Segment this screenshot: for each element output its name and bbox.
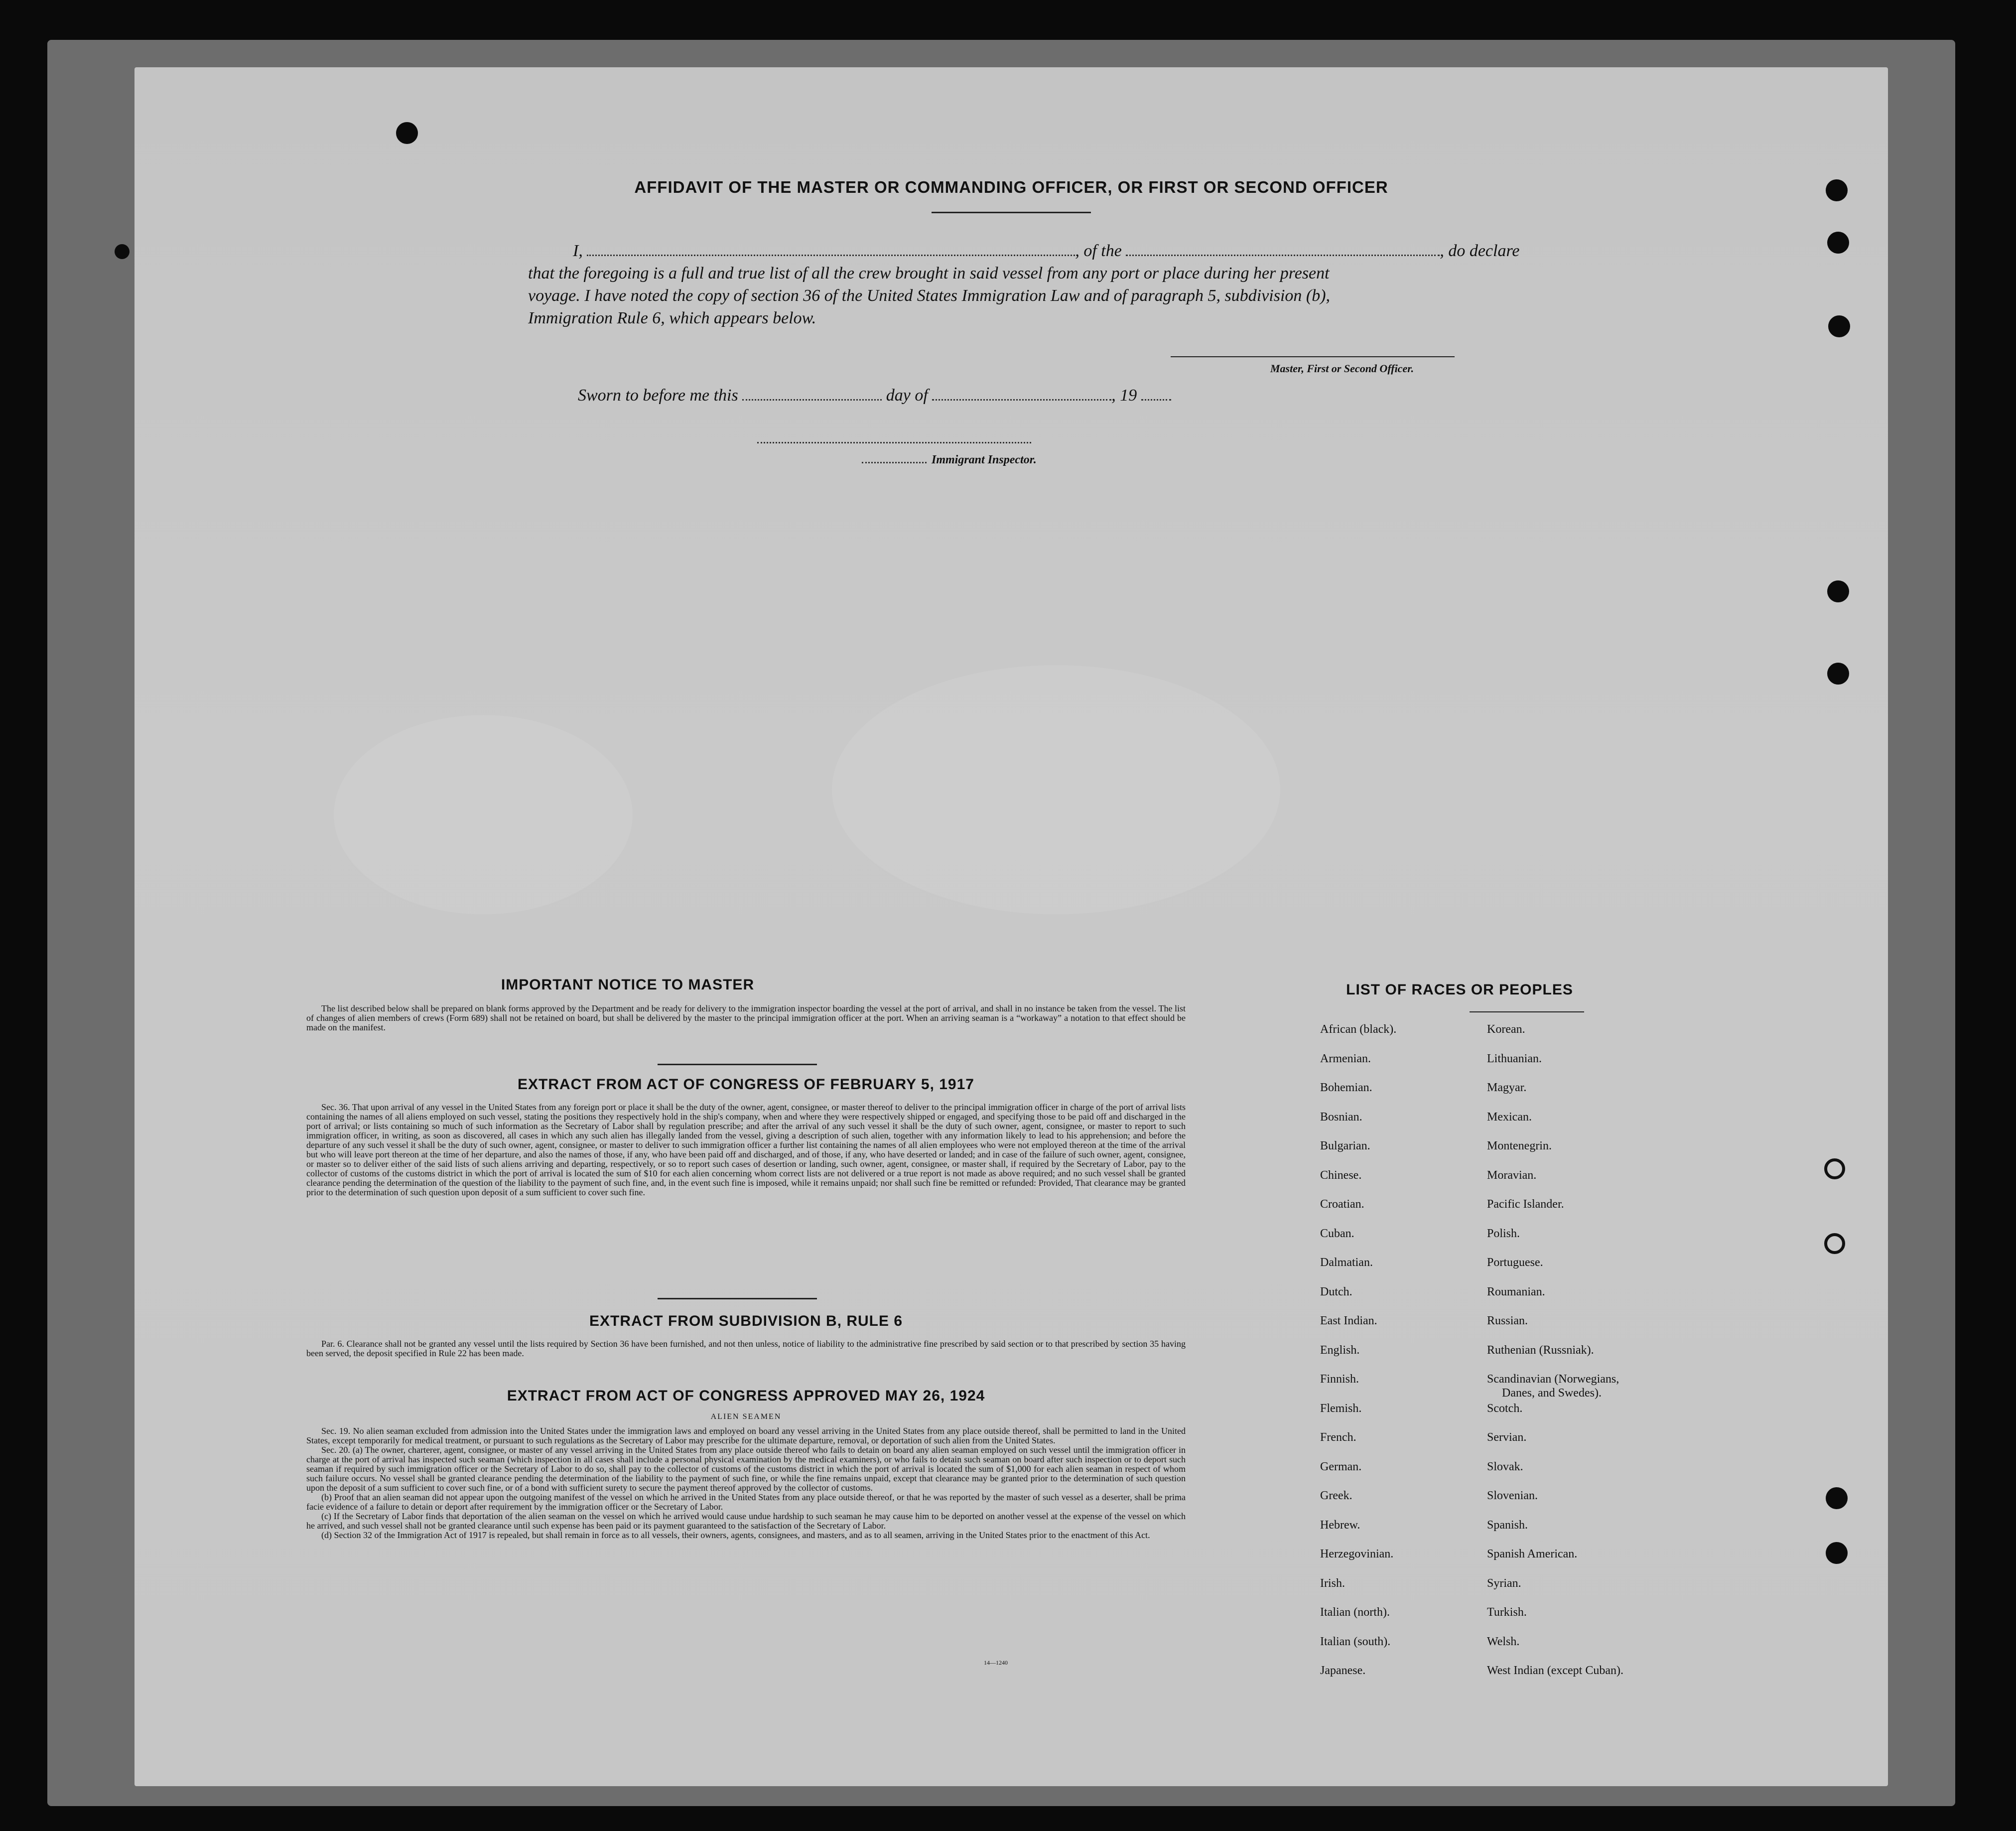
race-item-left: Bohemian. <box>1320 1081 1372 1094</box>
race-item-left: French. <box>1320 1431 1356 1444</box>
extract-rule6-text: Par. 6. Clearance shall not be granted any vessel until the lists required by Section 36 have been furnished, and not then unless, notice of liability to the administrative fine prescribed by said section or to that prescribed by section 35 having been served, the deposit specified in Rule 22 has been made. <box>306 1339 1186 1358</box>
race-item-left: Hebrew. <box>1320 1518 1360 1532</box>
race-item-right: Spanish. <box>1487 1518 1528 1532</box>
race-item-right: Montenegrin. <box>1487 1139 1552 1152</box>
race-item-left: East Indian. <box>1320 1314 1377 1327</box>
race-item-right: Danes, and Swedes). <box>1502 1387 1602 1400</box>
race-item-right: Roumanian. <box>1487 1285 1545 1298</box>
master-signature-line[interactable] <box>1171 356 1455 357</box>
race-item-left: Cuban. <box>1320 1227 1354 1240</box>
extract-1924-text: Sec. 19. No alien seaman excluded from admission into the United States under the immigration laws and employed on board any vessel arriving in the United States from any place outside thereof, shall be permitted to land in the United States, except temporarily for medical treatment, or pursuant to such regulations as the Secretary of Labor may prescribe for the ultimate departure, removal, or deportation of such alien from the United States. Sec. 20. (a) The owner, charterer, agent, consignee, or master of any vessel arriving in the United States from any place outside thereof who fails to detain on board any alien seaman employed on such vessel until the immigration officer in charge at the port of arrival has inspected such seaman (which inspection in all cases shall include a personal physical examination by the medical examiners), or who fails to detain such seaman on board after such inspection or to deport such seaman if required by such immigration officer or the Secretary of Labor to do so, shall pay to the collector of customs of the customs district in which the port of arrival is located the sum of $1,000 for each alien seaman in respect of whom such failure occurs. No vessel shall be granted clearance pending the determination of the liability to the payment of such fine, or while the fine remains unpaid, except that clearance may be granted prior to the determination of such question upon the deposit of a sum sufficient to cover such fine, or of a bond with sufficient surety to secure the payment thereof approved by the collector of customs. (b) Proof that an alien seaman did not appear upon the outgoing manifest of the vessel on which he arrived in the United States from any place outside thereof, or that he was reported by the master of such vessel as a deserter, shall be prima facie evidence of a failure to detain or deport after requirement by the immigration officer or the Secretary of Labor. (c) If the Secretary of Labor finds that deportation of the alien seaman on the vessel on which he arrived would cause undue hardship to such seaman he may cause him to be deported on another vessel at the expense of the vessel on which he arrived, and such vessel shall not be granted clearance until such expense has been paid or its payment guaranteed to the satisfaction of the Secretary of Labor. (d) Section 32 of the Immigration Act of 1917 is repealed, but shall remain in force as to all vessels, their owners, agents, consignees, and masters, and as to all seamen, arriving in the United States prior to the enactment of this Act. <box>306 1426 1186 1540</box>
race-item-left: Italian (north). <box>1320 1606 1390 1619</box>
punch-hole <box>1824 1233 1845 1254</box>
races-title-underline <box>1470 1011 1584 1012</box>
race-item-right: Scandinavian (Norwegians, <box>1487 1373 1619 1386</box>
race-item-right: Scotch. <box>1487 1402 1523 1415</box>
race-item-left: Herzegovinian. <box>1320 1548 1394 1560</box>
inspector-signature-line-2[interactable] <box>862 461 927 463</box>
race-item-left: Dalmatian. <box>1320 1256 1373 1269</box>
bleed-through-stain <box>334 715 633 914</box>
race-item-left: German. <box>1320 1460 1362 1473</box>
race-item-left: Dutch. <box>1320 1285 1352 1298</box>
vessel-blank[interactable] <box>1126 250 1440 256</box>
race-item-left: Armenian. <box>1320 1052 1371 1065</box>
sworn-date-blank[interactable] <box>742 394 882 401</box>
race-item-left: Chinese. <box>1320 1168 1362 1182</box>
race-item-left: Italian (south). <box>1320 1635 1391 1648</box>
affidavit-line-2: that the foregoing is a full and true list of all the crew brought in said vessel from any port or place during her present <box>528 264 1330 282</box>
extract-1917-title: EXTRACT FROM ACT OF CONGRESS OF FEBRUARY 5, 1917 <box>518 1076 974 1093</box>
document-page <box>134 67 1888 1786</box>
affidavit-line-1 <box>573 242 1520 261</box>
punch-hole <box>115 244 130 259</box>
bleed-through-stain <box>832 665 1280 914</box>
race-item-right: Turkish. <box>1487 1606 1527 1619</box>
race-item-right: Welsh. <box>1487 1635 1520 1648</box>
punch-hole <box>1827 580 1849 602</box>
race-item-left: Japanese. <box>1320 1664 1366 1677</box>
race-item-right: Mexican. <box>1487 1110 1532 1124</box>
master-signature-label: Master, First or Second Officer. <box>1270 362 1414 375</box>
name-blank[interactable] <box>587 250 1075 256</box>
race-item-right: Ruthenian (Russniak). <box>1487 1343 1594 1357</box>
punch-hole <box>1827 232 1849 254</box>
race-item-right: Magyar. <box>1487 1081 1527 1094</box>
race-item-left: African (black). <box>1320 1023 1397 1036</box>
race-item-right: Lithuanian. <box>1487 1052 1542 1065</box>
punch-hole <box>1826 1542 1848 1564</box>
extract-1924-title: EXTRACT FROM ACT OF CONGRESS APPROVED MAY 26, 1924 <box>507 1388 985 1404</box>
extract-1917-text: Sec. 36. That upon arrival of any vessel in the United States from any foreign port or place it shall be the duty of the owner, agent, consignee, or master thereof to deliver to the principal immigration officer in charge of the port of arrival lists containing the names of all aliens employed on such vessel, stating the positions they respectively hold in the ship's company, when and where they were respectively shipped or engaged, and specifying those to be paid off and discharged in the port of arrival; or lists containing so much of such information as the Secretary of Labor shall by regulation prescribe; and after the arrival of any such vessel it shall be the duty of such owner, agent, consignee, or master to report to such immigration officer, in writing, as soon as discovered, all cases in which any such alien has illegally landed from the vessel, giving a description of such alien, together with any information likely to lead to his apprehension; and before the departure of any such vessel it shall be the duty of such owner, agent, consignee, or master to deliver to such immigration officer a further list containing the names of all alien employees who were not employed thereon at the time of the arrival but who will leave port thereon at the time of her departure, and also the names of those, if any, who have been paid off and discharged, and of those, if any, who have deserted or landed; and in case of the failure of such owner, agent, consignee, or master so to deliver either of the said lists of such aliens arriving and departing, respectively, or so to report such cases of desertion or landing, such owner, agent, consignee, or master shall, if required by the Secretary of Labor, pay to the collector of customs of the customs district in which the port of arrival is located the sum of $10 for each alien concerning whom correct lists are not delivered or a true report is not made as above required; and no such vessel shall be granted clearance pending the determination of the question of the liability to the payment of such fine, and, in the event such fine is imposed, while it remains unpaid; nor shall such fine be remitted or refunded: Provided, That clearance may be granted prior to the determination of such question upon deposit of a sum sufficient to cover such fine. <box>306 1102 1186 1197</box>
notice-text: The list described below shall be prepared on blank forms approved by the Department and be ready for delivery to the immigration inspector boarding the vessel at the port of arrival, and shall in no instance be taken from the vessel. The list of changes of alien members of crews (Form 689) shall not be retained on board, but shall be delivered by the master to the principal immigration officer at the port. When an arriving seaman is a “workaway” a notation to that effect should be made on the manifest. <box>306 1003 1186 1032</box>
divider <box>658 1298 817 1299</box>
race-item-left: Croatian. <box>1320 1198 1364 1211</box>
races-title: LIST OF RACES OR PEOPLES <box>1346 982 1573 998</box>
race-item-left: Bosnian. <box>1320 1110 1362 1124</box>
sworn-prefix: Sworn to before me this <box>578 386 738 405</box>
race-item-right: Pacific Islander. <box>1487 1198 1564 1211</box>
race-item-left: Irish. <box>1320 1576 1345 1590</box>
sworn-year: , 19 <box>1111 386 1137 405</box>
race-item-right: Spanish American. <box>1487 1548 1578 1560</box>
inspector-label: Immigrant Inspector. <box>932 453 1037 466</box>
race-item-left: Bulgarian. <box>1320 1139 1370 1152</box>
sworn-year-blank[interactable] <box>1141 394 1171 401</box>
affidavit-title: AFFIDAVIT OF THE MASTER OR COMMANDING OFFICER, OR FIRST OR SECOND OFFICER <box>634 178 1388 196</box>
race-item-left: English. <box>1320 1343 1360 1357</box>
sworn-month-blank[interactable] <box>932 394 1111 401</box>
sworn-day-of: day of <box>886 386 928 405</box>
punch-hole <box>1824 1158 1845 1179</box>
title-underline <box>932 212 1091 213</box>
inspector-signature-line[interactable] <box>757 441 1031 443</box>
affidavit-i: I, <box>573 242 583 260</box>
notice-title: IMPORTANT NOTICE TO MASTER <box>501 977 755 993</box>
race-item-right: Korean. <box>1487 1023 1525 1036</box>
race-item-left: Flemish. <box>1320 1402 1362 1415</box>
race-item-left: Greek. <box>1320 1489 1352 1502</box>
punch-hole <box>396 122 418 144</box>
race-item-right: Russian. <box>1487 1314 1528 1327</box>
extract-1924-subtitle: ALIEN SEAMEN <box>710 1412 782 1421</box>
punch-hole <box>1828 315 1850 337</box>
affidavit-line-3: voyage. I have noted the copy of section 36 of the United States Immigration Law and of paragraph 5, subdivision (b), <box>528 286 1331 305</box>
punch-hole <box>1826 1487 1848 1509</box>
affidavit-declare: , do declare <box>1440 242 1520 260</box>
race-item-right: Portuguese. <box>1487 1256 1543 1269</box>
form-number: 14—1240 <box>984 1659 1008 1666</box>
affidavit-of-the: , of the <box>1075 242 1122 260</box>
race-item-right: Slovenian. <box>1487 1489 1538 1502</box>
race-item-right: Moravian. <box>1487 1168 1537 1182</box>
divider <box>658 1064 817 1065</box>
race-item-left: Finnish. <box>1320 1373 1359 1386</box>
punch-hole <box>1827 663 1849 685</box>
race-item-right: Servian. <box>1487 1431 1527 1444</box>
race-item-right: Slovak. <box>1487 1460 1523 1473</box>
sworn-line <box>578 386 1171 405</box>
extract-rule6-title: EXTRACT FROM SUBDIVISION B, RULE 6 <box>589 1313 903 1329</box>
race-item-right: Syrian. <box>1487 1576 1521 1590</box>
race-item-right: Polish. <box>1487 1227 1520 1240</box>
affidavit-line-4: Immigration Rule 6, which appears below. <box>528 309 816 327</box>
race-item-right: West Indian (except Cuban). <box>1487 1664 1623 1677</box>
